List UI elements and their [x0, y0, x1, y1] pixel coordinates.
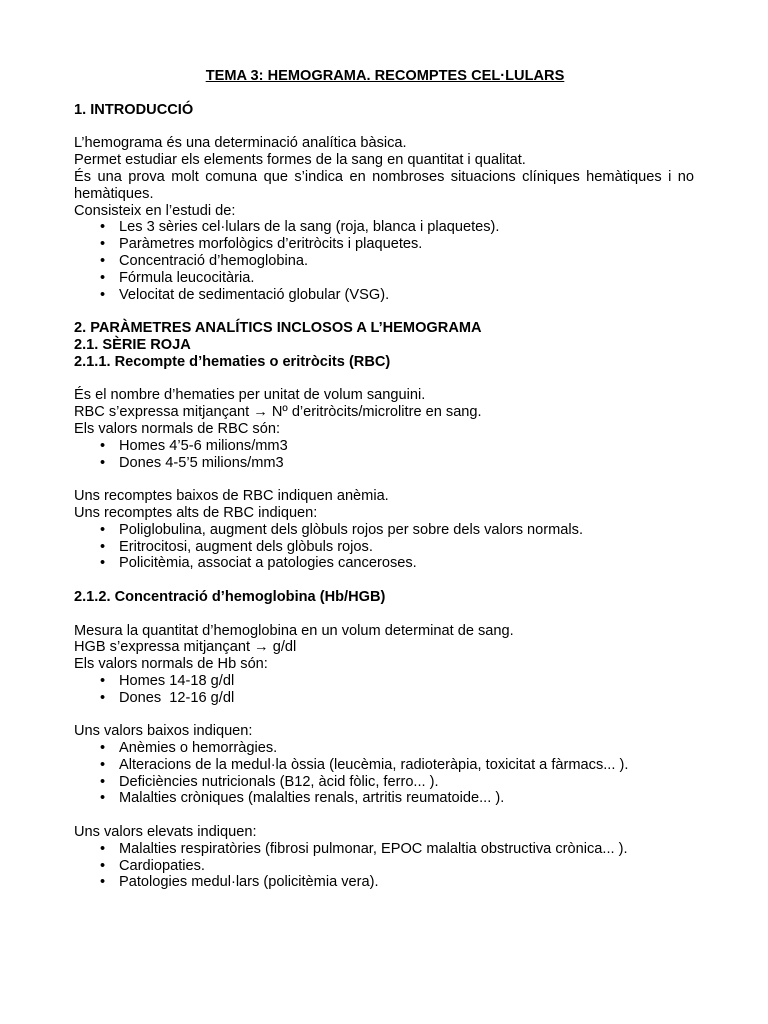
- list-item: • Homes 4’5-6 milions/mm3: [100, 437, 288, 454]
- hb-high-list: [74, 841, 694, 891]
- list-item: • Les 3 sèries cel·lulars de la sang (roja, blanca i plaquetes).: [100, 219, 500, 236]
- rbc-low-line: Uns recomptes baixos de RBC indiquen anèmia.: [74, 488, 389, 505]
- rbc-high-list: [74, 522, 694, 572]
- list-item: • Fórmula leucocitària.: [100, 269, 255, 286]
- section-heading-parametres: 2. PARÀMETRES ANALÍTICS INCLOSOS A L’HEMOGRAMA: [74, 320, 482, 337]
- bullet-icon: •: [100, 538, 106, 555]
- rbc-line: RBC s’expressa mitjançant → Nº d’eritròcits/microlitre en sang.: [74, 404, 482, 421]
- bullet-icon: •: [100, 773, 106, 790]
- hb-low-list: [74, 740, 694, 807]
- bullet-icon: •: [100, 236, 106, 253]
- list-item: • Concentració d’hemoglobina.: [100, 252, 309, 269]
- list-item: • Anèmies o hemorràgies.: [100, 740, 278, 757]
- list-item: • Deficiències nutricionals (B12, àcid fòlic, ferro... ).: [100, 773, 439, 790]
- bullet-icon: •: [100, 521, 106, 538]
- rbc-high-line: Uns recomptes alts de RBC indiquen:: [74, 504, 318, 521]
- hb-line: Els valors normals de Hb són:: [74, 656, 268, 673]
- document-title: TEMA 3: HEMOGRAMA. RECOMPTES CEL·LULARS: [205, 68, 565, 84]
- bullet-icon: •: [100, 219, 106, 236]
- hb-low-line: Uns valors baixos indiquen:: [74, 723, 253, 740]
- rbc-line: Els valors normals de RBC són:: [74, 420, 281, 437]
- subsection-heading-rbc: 2.1.1. Recompte d’hematies o eritròcits (RBC): [74, 353, 391, 370]
- bullet-icon: •: [100, 756, 106, 773]
- hb-normals-list: [74, 673, 694, 707]
- section-heading-introduccio: 1. INTRODUCCIÓ: [74, 101, 194, 118]
- list-item: • Malalties cròniques (malalties renals, artritis reumatoide... ).: [100, 790, 505, 807]
- intro-line: És una prova molt comuna que s’indica en nombroses situacions clíniques hemàtiques i no hemàtiques.: [74, 168, 694, 202]
- bullet-icon: •: [100, 740, 106, 757]
- list-item: • Velocitat de sedimentació globular (VSG).: [100, 286, 390, 303]
- rbc-line: És el nombre d’hematies per unitat de volum sanguini.: [74, 387, 426, 404]
- subsection-heading-serie-roja: 2.1. SÈRIE ROJA: [74, 336, 191, 353]
- hb-line: Mesura la quantitat d’hemoglobina en un volum determinat de sang.: [74, 622, 514, 639]
- intro-line: Permet estudiar els elements formes de la sang en quantitat i qualitat.: [74, 152, 526, 169]
- bullet-icon: •: [100, 555, 106, 572]
- list-item: • Cardiopaties.: [100, 857, 205, 874]
- list-item: • Policitèmia, associat a patologies canceroses.: [100, 555, 417, 572]
- bullet-icon: •: [100, 286, 106, 303]
- intro-line: L’hemograma és una determinació analítica bàsica.: [74, 135, 407, 152]
- list-item: • Malalties respiratòries (fibrosi pulmonar, EPOC malaltia obstructiva crònica... ).: [100, 840, 628, 857]
- list-item: • Poliglobulina, augment dels glòbuls rojos per sobre dels valors normals.: [100, 521, 584, 538]
- hb-line: HGB s’expressa mitjançant → g/dl: [74, 639, 297, 656]
- rbc-normals-list: [74, 438, 694, 472]
- bullet-icon: •: [100, 857, 106, 874]
- bullet-icon: •: [100, 840, 106, 857]
- bullet-icon: •: [100, 874, 106, 891]
- list-item: • Homes 14-18 g/dl: [100, 672, 235, 689]
- bullet-icon: •: [100, 454, 106, 471]
- bullet-icon: •: [100, 689, 106, 706]
- subsection-heading-hemoglobina: 2.1.2. Concentració d’hemoglobina (Hb/HGB): [74, 588, 386, 605]
- bullet-icon: •: [100, 672, 106, 689]
- bullet-icon: •: [100, 269, 106, 286]
- bullet-icon: •: [100, 437, 106, 454]
- intro-line: Consisteix en l’estudi de:: [74, 202, 236, 219]
- list-item: • Paràmetres morfològics d’eritròcits i plaquetes.: [100, 236, 423, 253]
- list-item: • Dones 12-16 g/dl: [100, 689, 235, 706]
- list-item: • Dones 4-5’5 milions/mm3: [100, 454, 284, 471]
- list-item: • Alteracions de la medul·la òssia (leucèmia, radioteràpia, toxicitat a fàrmacs... ).: [100, 756, 629, 773]
- list-item: • Eritrocitosi, augment dels glòbuls rojos.: [100, 538, 373, 555]
- hb-high-line: Uns valors elevats indiquen:: [74, 824, 257, 841]
- document-page: [74, 68, 694, 891]
- bullet-icon: •: [100, 790, 106, 807]
- list-item: • Patologies medul·lars (policitèmia vera).: [100, 874, 379, 891]
- bullet-icon: •: [100, 252, 106, 269]
- intro-bullet-list: [74, 219, 694, 303]
